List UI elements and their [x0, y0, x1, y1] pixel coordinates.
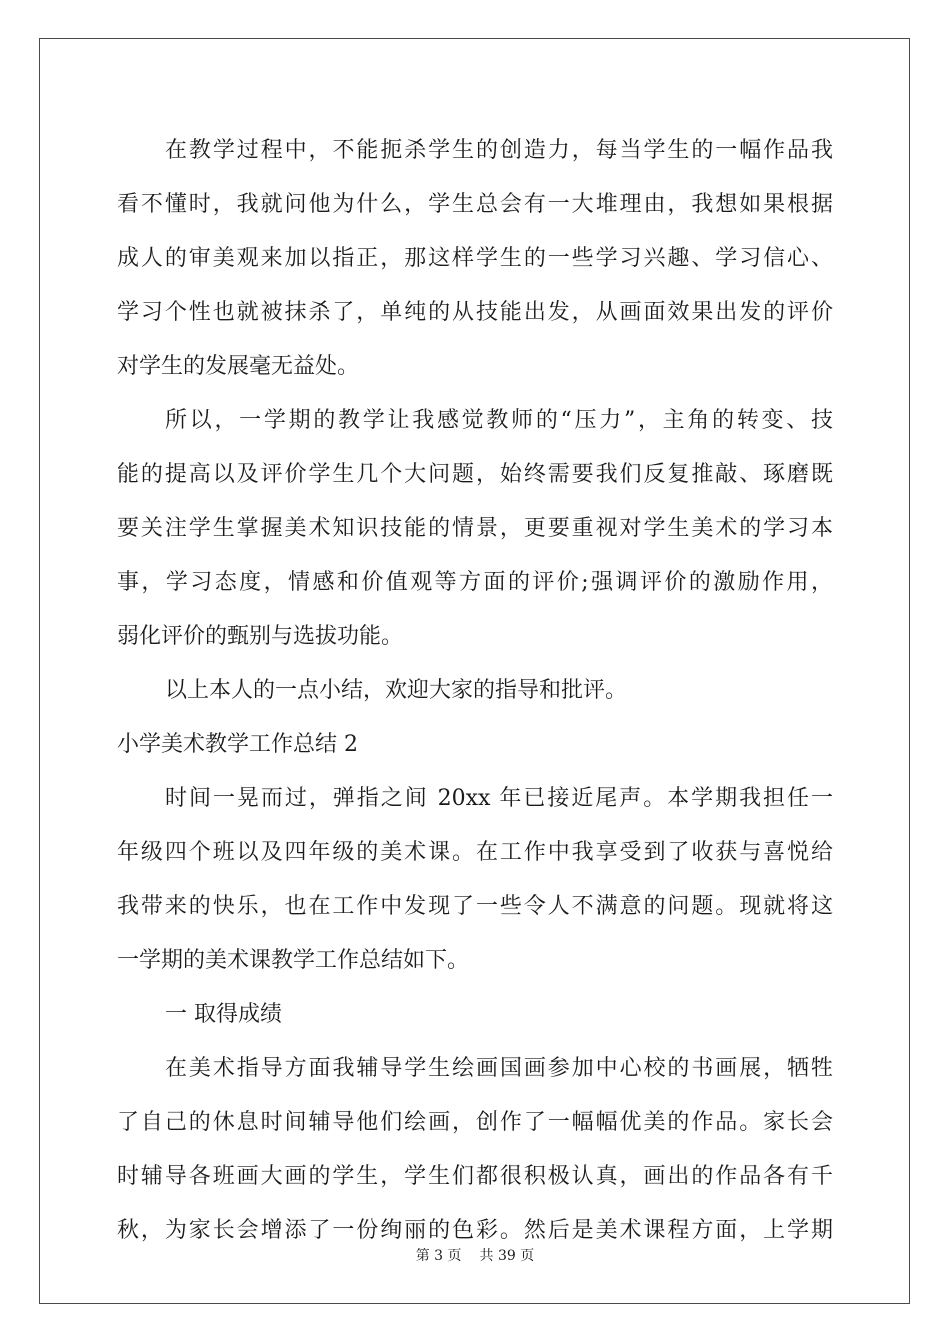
text-line: 弱化评价的甄别与选拔功能。	[117, 624, 404, 649]
text-line: 学习个性也就被抹杀了，单纯的从技能出发，从画面效果出发的评价	[117, 300, 833, 325]
text-line: 在教学过程中，不能扼杀学生的创造力，每当学生的一幅作品我	[165, 138, 833, 163]
document-body	[117, 124, 833, 1258]
text-line: 看不懂时，我就问他为什么，学生总会有一大堆理由，我想如果根据	[117, 192, 833, 217]
text-line: 年级四个班以及四年级的美术课。在工作中我享受到了收获与喜悦给	[117, 840, 833, 865]
text-line: 成人的审美观来加以指正，那这样学生的一些学习兴趣、学习信心、	[117, 246, 833, 271]
page-footer	[0, 1245, 950, 1265]
text-line: 我带来的快乐，也在工作中发现了一些令人不满意的问题。现就将这	[117, 894, 833, 919]
subsection-heading: 一 取得成绩	[165, 1002, 282, 1027]
text-line: 了自己的休息时间辅导他们绘画，创作了一幅幅优美的作品。家长会	[117, 1110, 833, 1135]
text-line: 事，学习态度，情感和价值观等方面的评价;强调评价的激励作用，	[117, 570, 833, 595]
page-number: 第 3 页	[415, 1248, 462, 1264]
page-total: 共 39 页	[479, 1248, 535, 1264]
text-line: 所以，一学期的教学让我感觉教师的“压力”，主角的转变、技	[165, 408, 833, 433]
text-line: 要关注学生掌握美术知识技能的情景，更要重视对学生美术的学习本	[117, 516, 833, 541]
text-line: 对学生的发展毫无益处。	[117, 354, 360, 379]
text-line: 时辅导各班画大画的学生，学生们都很积极认真，画出的作品各有千	[117, 1164, 833, 1189]
text-line: 能的提高以及评价学生几个大问题，始终需要我们反复推敲、琢磨既	[117, 462, 833, 487]
text-line: 一学期的美术课教学工作总结如下。	[117, 948, 470, 973]
text-line: 在美术指导方面我辅导学生绘画国画参加中心校的书画展，牺牲	[165, 1056, 833, 1081]
text-line: 以上本人的一点小结，欢迎大家的指导和批评。	[165, 678, 628, 703]
text-line: 秋，为家长会增添了一份绚丽的色彩。然后是美术课程方面，上学期	[117, 1218, 833, 1243]
text-line: 时间一晃而过，弹指之间 20xx 年已接近尾声。本学期我担任一	[165, 786, 833, 811]
section-heading: 小学美术教学工作总结 2	[117, 732, 358, 757]
